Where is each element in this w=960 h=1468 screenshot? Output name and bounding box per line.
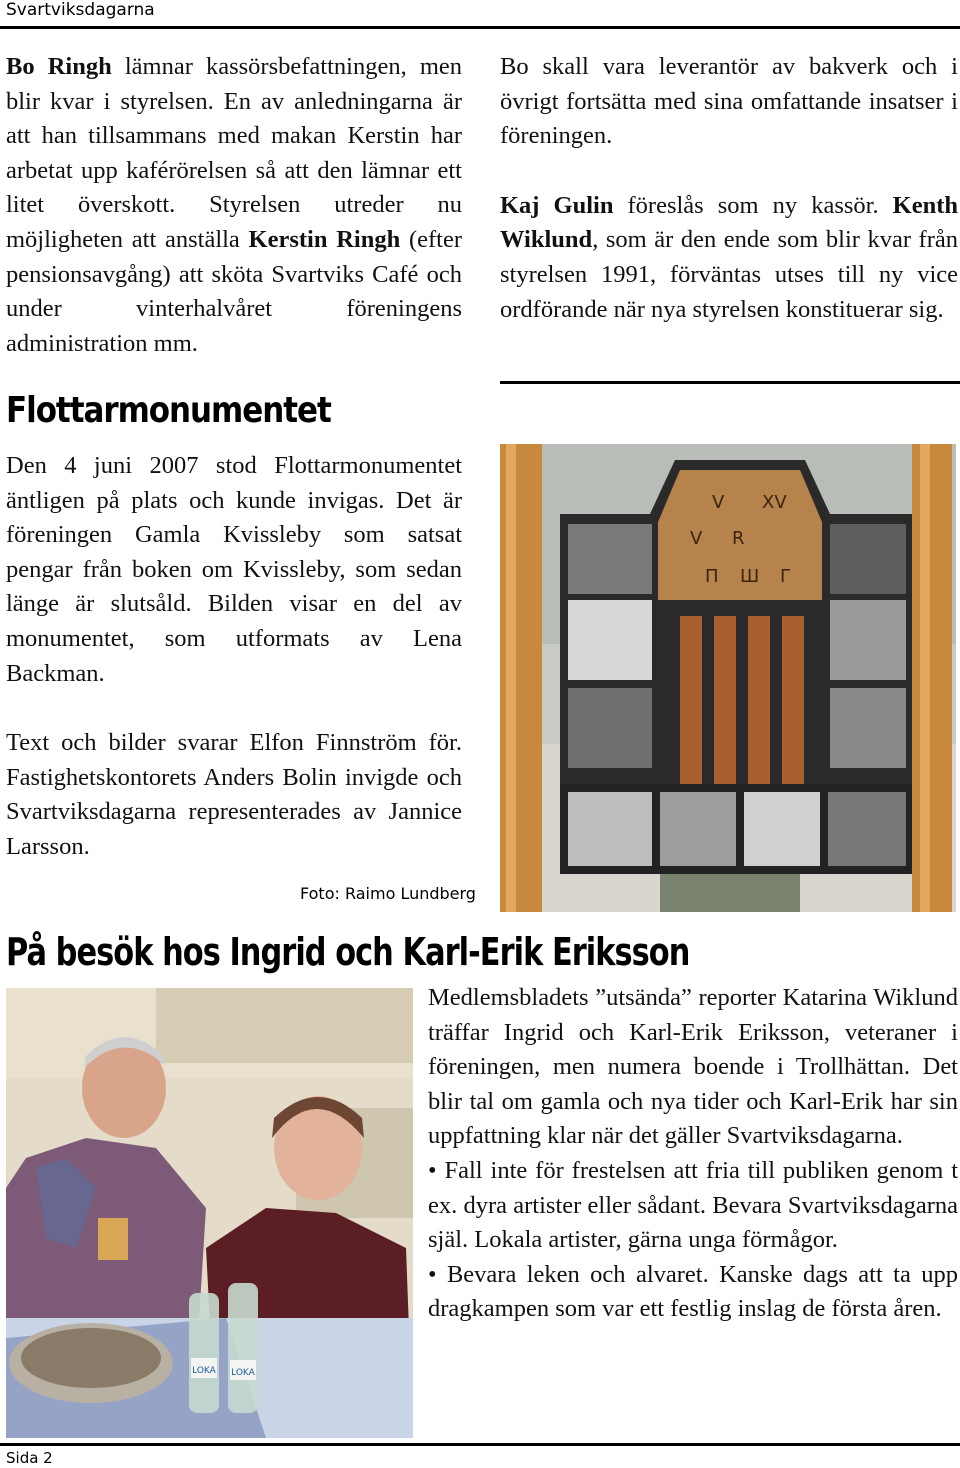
monument-paragraph: Den 4 juni 2007 stod Flottarmonumentet äntligen på plats och kunde invigas. Det är föreningen Gamla Kvissleby som satsat pengar från boken om Kvissleby, som sedan länge är slutsåld. Bilden visar en del av monumentet, som utformats av Lena Backman.: [6, 452, 462, 687]
visit-heading: På besök hos Ingrid och Karl-Erik Eriksson: [6, 930, 690, 974]
publication-title: Svartviksdagarna: [6, 0, 155, 20]
text-bo-ringh-2: (efter pensionsavgång) att sköta Svartviks Café och under vinterhalvåret föreningens administration mm.: [6, 225, 462, 357]
text-kaj-gulin: föreslås som ny kassör.: [613, 191, 893, 219]
kaj-gulin-paragraph: [500, 189, 958, 327]
name-kenth-wiklund: Kenth Wiklund: [500, 191, 958, 254]
bo-bakverk-paragraph: Bo skall vara leverantör av bakverk och i övrigt fortsätta med sina omfattande insatser i föreningen.: [500, 53, 958, 150]
credits-paragraph: Text och bilder svarar Elfon Finnström för. Fastighetskontorets Anders Bolin invigde och Svartviksdagarna representerades av Jannice Larsson.: [6, 729, 462, 860]
footer-divider: [0, 1443, 960, 1446]
visit-bullet-1: • Fall inte för frestelsen att fria till publiken genom t ex. dyra artister eller sådant. Bevara Svartviksdagarna själ. Lokala artister, gärna unga förmågor.: [428, 1156, 958, 1254]
right-column-intro: [500, 50, 958, 327]
credits-text: [6, 726, 462, 864]
couple-photo: [6, 988, 413, 1438]
carved-mark-3: V: [690, 528, 703, 549]
text-bo-ringh-1: lämnar kassörsbefattningen, men blir kvar i styrelsen. En av anledningarna är att han tillsammans med makan Kerstin har arbetat upp kaférörelsen så att den lämnar ett litet överskott. Styrelsen utreder nu möjligheten att anställa: [6, 53, 462, 253]
photo-credit: Foto: Raimo Lundberg: [300, 884, 476, 903]
left-column-intro: [6, 50, 462, 361]
bottle-label-1: LOKA: [192, 1366, 216, 1376]
text-kenth-wiklund: , som är den ende som blir kvar från styrelsen 1991, förväntas utses till ny vice ordförande när nya styrelsen konstituerar sig.: [500, 226, 958, 323]
section-divider: [500, 381, 960, 384]
name-bo-ringh: Bo Ringh: [6, 53, 112, 80]
carved-mark-1: V: [712, 492, 725, 513]
page-number: Sida 2: [6, 1449, 53, 1467]
visit-article: [428, 981, 958, 1327]
flottarmonumentet-text: [6, 449, 462, 691]
bo-ringh-paragraph: [6, 50, 462, 361]
carved-mark-5: Π: [705, 566, 719, 587]
visit-bullet-2: • Bevara leken och alvaret. Kanske dags att ta upp dragkampen som var ett festlig inslag de första åren.: [428, 1260, 958, 1323]
name-kaj-gulin: Kaj Gulin: [500, 191, 614, 219]
bottle-label-2: LOKA: [231, 1368, 255, 1378]
flottarmonumentet-heading: Flottarmonumentet: [6, 390, 331, 431]
visit-intro-paragraph: Medlemsbladets ”utsända” reporter Katarina Wiklund träffar Ingrid och Karl-Erik Eriksson, veteraner i föreningen, men numera boende i Trollhättan. Det blir tal om gamla och nya tider och Karl-Erik har sin uppfattning klar när det gäller Svartviksdagarna.: [428, 984, 958, 1150]
carved-mark-4: R: [732, 528, 745, 549]
carved-mark-6: Ш: [740, 566, 760, 587]
monument-photo: [500, 444, 956, 912]
carved-mark-7: Г: [780, 566, 791, 587]
header-divider: [0, 26, 960, 29]
carved-mark-2: XV: [762, 492, 787, 513]
name-kerstin-ringh: Kerstin Ringh: [248, 225, 401, 253]
